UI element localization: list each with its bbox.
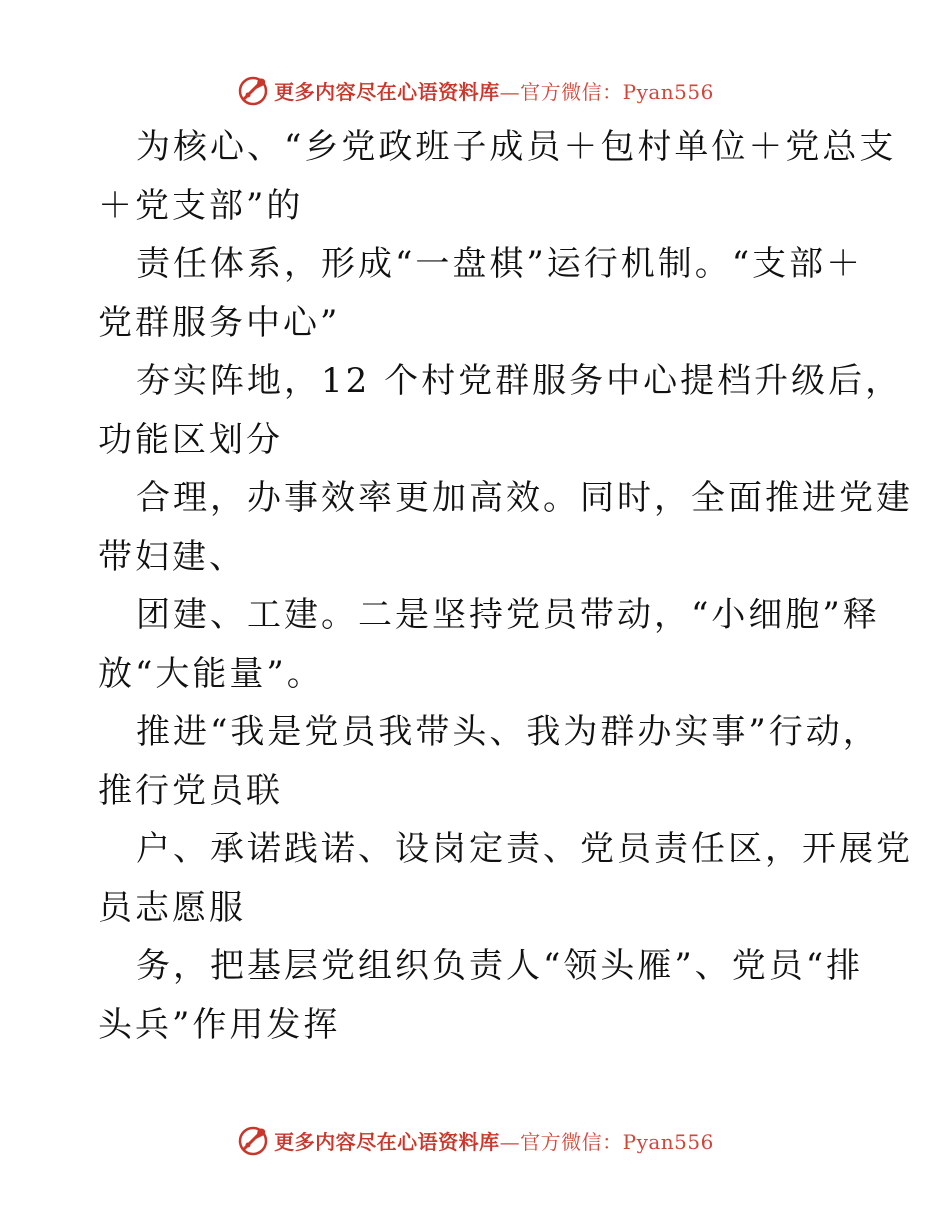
footer-watermark bbox=[0, 1120, 950, 1160]
document-body bbox=[98, 118, 913, 1054]
watermark-official: 官方微信：Pyan556 bbox=[520, 79, 714, 104]
paragraph-line: 党群服务中心” bbox=[98, 302, 341, 343]
watermark-text bbox=[274, 76, 714, 105]
paragraph-line: 推进“我是党员我带头、我为群办实事”行动， bbox=[136, 712, 880, 752]
paragraph-line: 头兵”作用发挥 bbox=[98, 1004, 341, 1045]
watermark-dash: — bbox=[499, 79, 521, 104]
quill-seal-logo-icon bbox=[236, 1123, 270, 1157]
watermark-dash: — bbox=[499, 1129, 521, 1154]
header-watermark bbox=[0, 70, 950, 110]
paragraph-line: 员志愿服 bbox=[98, 887, 246, 928]
paragraph-line: 为核心、“乡党政班子成员＋包村单位＋党总支 bbox=[136, 127, 897, 167]
paragraph-line: 带妇建、 bbox=[98, 536, 246, 577]
paragraph-line: 推行党员联 bbox=[98, 770, 283, 811]
paragraph-line: 放“大能量”。 bbox=[98, 653, 324, 694]
watermark-brand: 更多内容尽在心语资料库 bbox=[274, 1129, 500, 1154]
paragraph-line: 夯实阵地，12 个村党群服务中心提档升级后， bbox=[136, 361, 903, 401]
paragraph-line: 团建、工建。二是坚持党员带动，“小细胞”释 bbox=[136, 595, 880, 635]
watermark-text bbox=[274, 1126, 714, 1155]
quill-seal-logo-icon bbox=[236, 73, 270, 107]
paragraph-line: 户、承诺践诺、设岗定责、党员责任区，开展党 bbox=[136, 829, 913, 869]
paragraph-line: 功能区划分 bbox=[98, 419, 283, 460]
watermark-official: 官方微信：Pyan556 bbox=[520, 1129, 714, 1154]
paragraph-line: 务，把基层党组织负责人“领头雁”、党员“排 bbox=[136, 946, 864, 986]
paragraph-line: 合理，办事效率更加高效。同时，全面推进党建 bbox=[136, 478, 913, 518]
paragraph-line: 责任体系，形成“一盘棋”运行机制。“支部＋ bbox=[136, 244, 864, 284]
paragraph-line: ＋党支部”的 bbox=[98, 185, 304, 226]
watermark-brand: 更多内容尽在心语资料库 bbox=[274, 79, 500, 104]
